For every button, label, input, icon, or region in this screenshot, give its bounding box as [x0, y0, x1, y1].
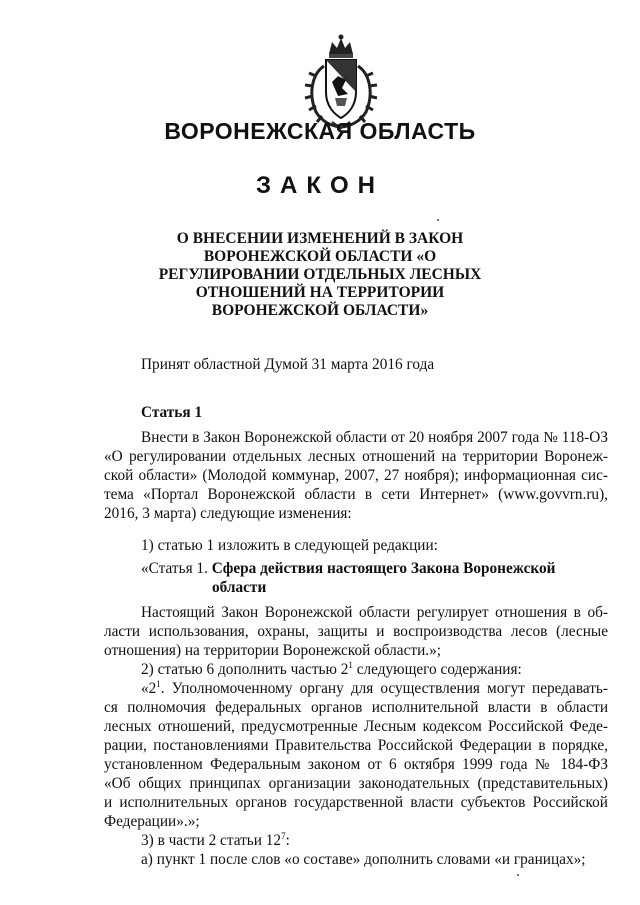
item3-sup: 7: [281, 830, 286, 841]
intro-line: ской области» (Молодой коммунар, 2007, 27 ноября); информационная сис-: [104, 467, 608, 484]
part-line: лесных отношений, предусмотренные Лесным кодексом Российской Феде-: [104, 718, 608, 735]
region-name: ВОРОНЕЖСКАЯ ОБЛАСТЬ: [164, 118, 476, 144]
amendment-item-2: [141, 660, 640, 679]
law-title-line: ВОРОНЕЖСКОЙ ОБЛАСТИ «О: [203, 248, 437, 265]
law-title-line: РЕГУЛИРОВАНИИ ОТДЕЛЬНЫХ ЛЕСНЫХ: [158, 266, 482, 283]
item3-tail: :: [285, 832, 290, 849]
scan-speck: [437, 219, 439, 221]
item2-sup: 1: [348, 659, 353, 670]
part-sup: 1: [156, 678, 161, 689]
law-title-line: ВОРОНЕЖСКОЙ ОБЛАСТИ»: [211, 302, 429, 319]
coat-of-arms-emblem: [302, 32, 380, 130]
new-part-first-line: [141, 679, 608, 698]
item2-tail: следующего содержания:: [352, 661, 522, 678]
law-title-line: ОТНОШЕНИЙ НА ТЕРРИТОРИИ: [195, 284, 445, 301]
scope-line: ласти использования, охраны, защиты и воспроизводства лесов (лесные: [104, 623, 608, 640]
document-type: ЗАКОН: [255, 172, 384, 199]
new-article-title: Сфера действия настоящего Закона Воронежской: [211, 560, 556, 577]
law-title: [120, 230, 520, 320]
amendment-item-3a: а) пункт 1 после слов «о составе» дополнить словами «и границах»;: [141, 851, 586, 868]
intro-line: «О регулировании отдельных лесных отношений на территории Воронеж-: [104, 448, 608, 465]
new-article-prefix: «Статья 1.: [141, 560, 212, 577]
part-line: ся полномочия федеральных органов исполнительной власти в области: [104, 699, 608, 716]
item2-text: 2) статью 6 дополнить частью 2: [141, 661, 349, 678]
scope-line: отношения) на территории Воронежской области.»;: [104, 642, 441, 659]
intro-line: 2016, 3 марта) следующие изменения:: [104, 505, 352, 522]
intro-line: тема «Портал Воронежской области в сети Интернет» (www.govvrn.ru),: [104, 486, 608, 503]
amendment-item-1: 1) статью 1 изложить в следующей редакции:: [141, 537, 438, 554]
item3-text: 3) в части 2 статьи 12: [141, 832, 282, 849]
part-line: установленном Федеральным законом от 6 октября 1999 года № 184-ФЗ: [104, 756, 608, 773]
part-prefix: «2: [141, 680, 157, 697]
article-heading-wrap: [141, 403, 640, 422]
scan-speck: [517, 874, 519, 876]
part-line: «Об общих принципах организации законодательных (представительных): [104, 775, 608, 792]
new-article-title-wrap: [212, 578, 640, 597]
part-line: Федерации».»;: [104, 813, 200, 830]
part-line: и исполнительных органов государственной власти субъектов Российской: [104, 794, 608, 811]
amendment-item-3: [141, 831, 640, 850]
adoption-date: Принят областной Думой 31 марта 2016 года: [141, 356, 435, 373]
new-article-heading: [141, 559, 640, 578]
part-line: рации, постановлениями Правительства Российской Федерации в порядке,: [104, 737, 608, 754]
part-first: . Уполномоченному органу для осуществления могут передавать-: [160, 680, 608, 697]
intro-line: Внести в Закон Воронежской области от 20 ноября 2007 года № 118-ОЗ: [141, 429, 608, 446]
scope-line: Настоящий Закон Воронежской области регулирует отношения в об-: [141, 604, 608, 621]
law-title-line: О ВНЕСЕНИИ ИЗМЕНЕНИЙ В ЗАКОН: [176, 230, 464, 247]
article-heading: Статья 1: [141, 404, 203, 421]
new-article-title-cont: области: [212, 579, 267, 596]
